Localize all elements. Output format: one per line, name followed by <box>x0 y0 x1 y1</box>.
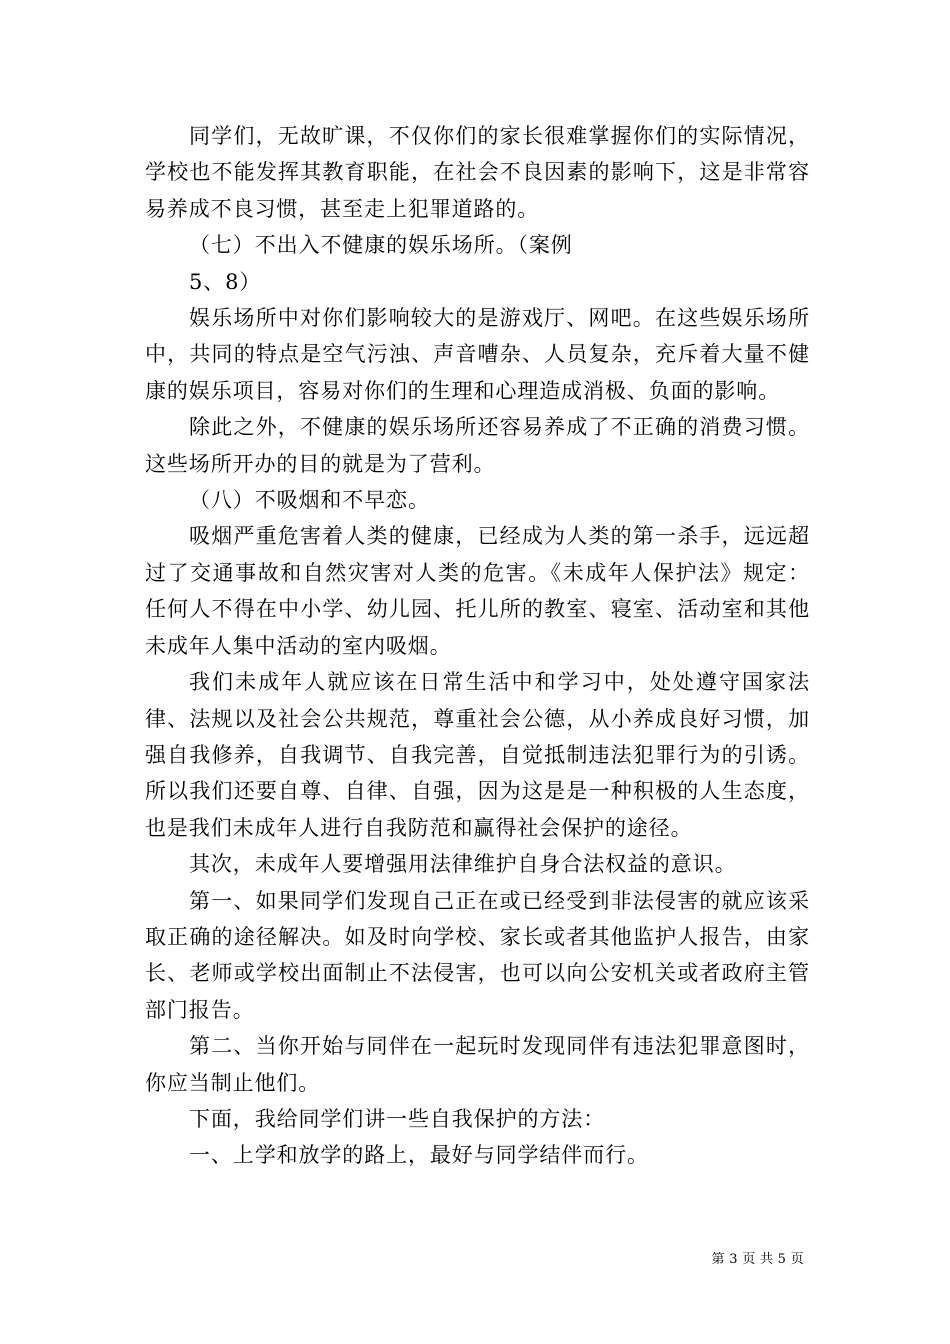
paragraph-consumption-habits: 除此之外，不健康的娱乐场所还容易养成了不正确的消费习惯。这些场所开办的目的就是为了营利。 <box>145 415 810 476</box>
paragraph-truancy: 同学们，无故旷课，不仅你们的家长很难掌握你们的实际情况，学校也不能发挥其教育职能，在社会不良因素的影响下，这是非常容易养成不良习惯，甚至走上犯罪道路的。 <box>145 124 810 221</box>
page-number: 第 3 页 共 5 页 <box>711 1252 804 1267</box>
heading-entertainment-venues: （七）不出入不健康的娱乐场所。（案例 <box>189 233 573 258</box>
paragraph-first-point: 第一、如果同学们发现自己正在或已经受到非法侵害的就应该采取正确的途径解决。如及时向学校、家长或者其他监护人报告，由家长、老师或学校出面制止不法侵害，也可以向公安机关或者政府主管部门报告。 <box>145 888 810 1022</box>
paragraph-method-one: 一、上学和放学的路上，最好与同学结伴而行。 <box>189 1143 649 1168</box>
paragraph-legal-awareness: 其次，未成年人要增强用法律维护自身合法权益的意识。 <box>189 852 737 877</box>
heading-no-smoking: （八）不吸烟和不早恋。 <box>189 488 430 513</box>
paragraph-second-point: 第二、当你开始与同伴在一起玩时发现同伴有违法犯罪意图时，你应当制止他们。 <box>145 1034 810 1095</box>
paragraph-self-protection-intro: 下面，我给同学们讲一些自我保护的方法： <box>189 1106 606 1131</box>
paragraph-self-discipline: 我们未成年人就应该在日常生活中和学习中，处处遵守国家法律、法规以及社会公共规范，尊重社会公德，从小养成良好习惯，加强自我修养，自我调节、自我完善，自觉抵制违法犯罪行为的引诱。所以我们还要自尊、自律、自强，因为这是是一种积极的人生态度，也是我们未成年人进行自我防范和赢得社会保护的途径。 <box>145 670 810 840</box>
paragraph-smoking-harm: 吸烟严重危害着人类的健康，已经成为人类的第一杀手，远远超过了交通事故和自然灾害对人类的危害。《未成年人保护法》规定：任何人不得在中小学、幼儿园、托儿所的教室、寝室、活动室和其他未成年人集中活动的室内吸烟。 <box>145 524 810 658</box>
case-reference: 5、8） <box>189 269 262 294</box>
document-body <box>145 118 810 1174</box>
paragraph-entertainment-effects: 娱乐场所中对你们影响较大的是游戏厅、网吧。在这些娱乐场所中，共同的特点是空气污浊、声音嘈杂、人员复杂，充斥着大量不健康的娱乐项目，容易对你们的生理和心理造成消极、负面的影响。 <box>145 306 810 403</box>
